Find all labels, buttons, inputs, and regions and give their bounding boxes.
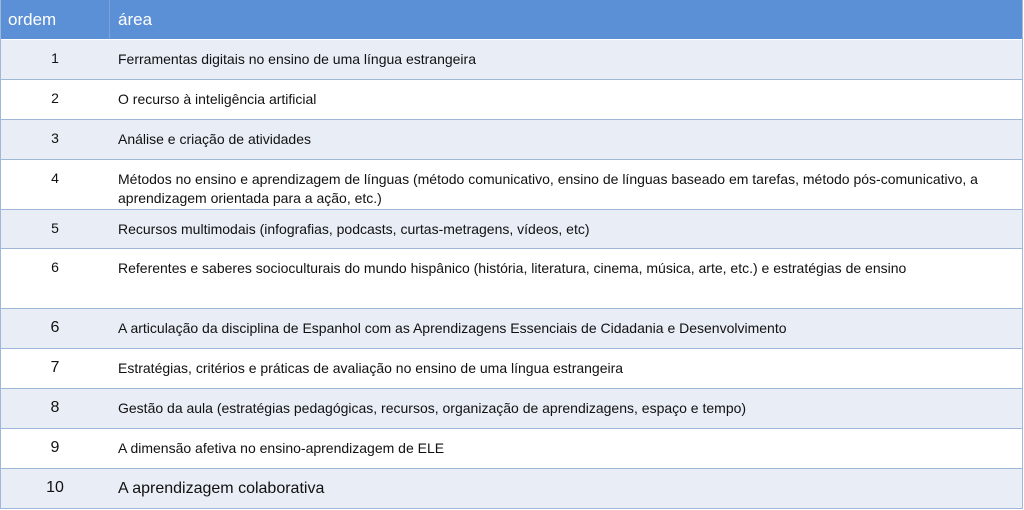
row-area-text: Gestão da aula (estratégias pedagógicas, recursos, organização de aprendizagens, espaço e tempo) — [118, 400, 747, 416]
row-number: 3 — [51, 130, 59, 146]
table-header-row — [1, 0, 1022, 40]
row-area-text: O recurso à inteligência artificial — [118, 91, 317, 107]
row-number: 2 — [51, 90, 59, 106]
row-area-text: Recursos multimodais (infografias, podcasts, curtas-metragens, vídeos, etc) — [118, 221, 590, 237]
table-row — [1, 469, 1022, 509]
row-number: 6 — [51, 259, 59, 275]
header-ordem: ordem — [8, 10, 57, 29]
row-number: 9 — [50, 439, 60, 456]
row-area-text: Estratégias, critérios e práticas de avaliação no ensino de uma língua estrangeira — [118, 360, 624, 376]
table-row — [1, 120, 1022, 160]
table-row — [1, 389, 1022, 429]
table-row — [1, 160, 1022, 210]
row-number: 8 — [50, 399, 60, 416]
row-area-text: A articulação da disciplina de Espanhol com as Aprendizagens Essenciais de Cidadania e Desenvolvimento — [118, 320, 787, 336]
table-row — [1, 349, 1022, 389]
table-row — [1, 309, 1022, 349]
row-area-text: A dimensão afetiva no ensino-aprendizagem de ELE — [118, 440, 445, 456]
row-area-text: Análise e criação de atividades — [118, 131, 312, 147]
row-number: 10 — [46, 479, 64, 496]
row-area-text: Métodos no ensino e aprendizagem de línguas (método comunicativo, ensino de línguas baseado em tarefas, método pós-comunicativo, a aprendizagem orientada para a ação, etc.) — [118, 171, 978, 206]
row-number: 6 — [50, 319, 60, 336]
row-number: 4 — [51, 170, 59, 186]
table-row — [1, 80, 1022, 120]
row-area-text: A aprendizagem colaborativa — [118, 480, 325, 497]
row-area-text: Ferramentas digitais no ensino de uma língua estrangeira — [118, 51, 476, 67]
table-row — [1, 249, 1022, 309]
row-area-text: Referentes e saberes socioculturais do mundo hispânico (história, literatura, cinema, música, arte, etc.) e estratégias de ensino — [118, 260, 907, 276]
table-row — [1, 40, 1022, 80]
row-number: 5 — [51, 220, 59, 236]
row-number: 7 — [50, 359, 60, 376]
row-number: 1 — [51, 50, 59, 66]
header-area: área — [118, 10, 153, 29]
table-row — [1, 429, 1022, 469]
table-row — [1, 210, 1022, 249]
